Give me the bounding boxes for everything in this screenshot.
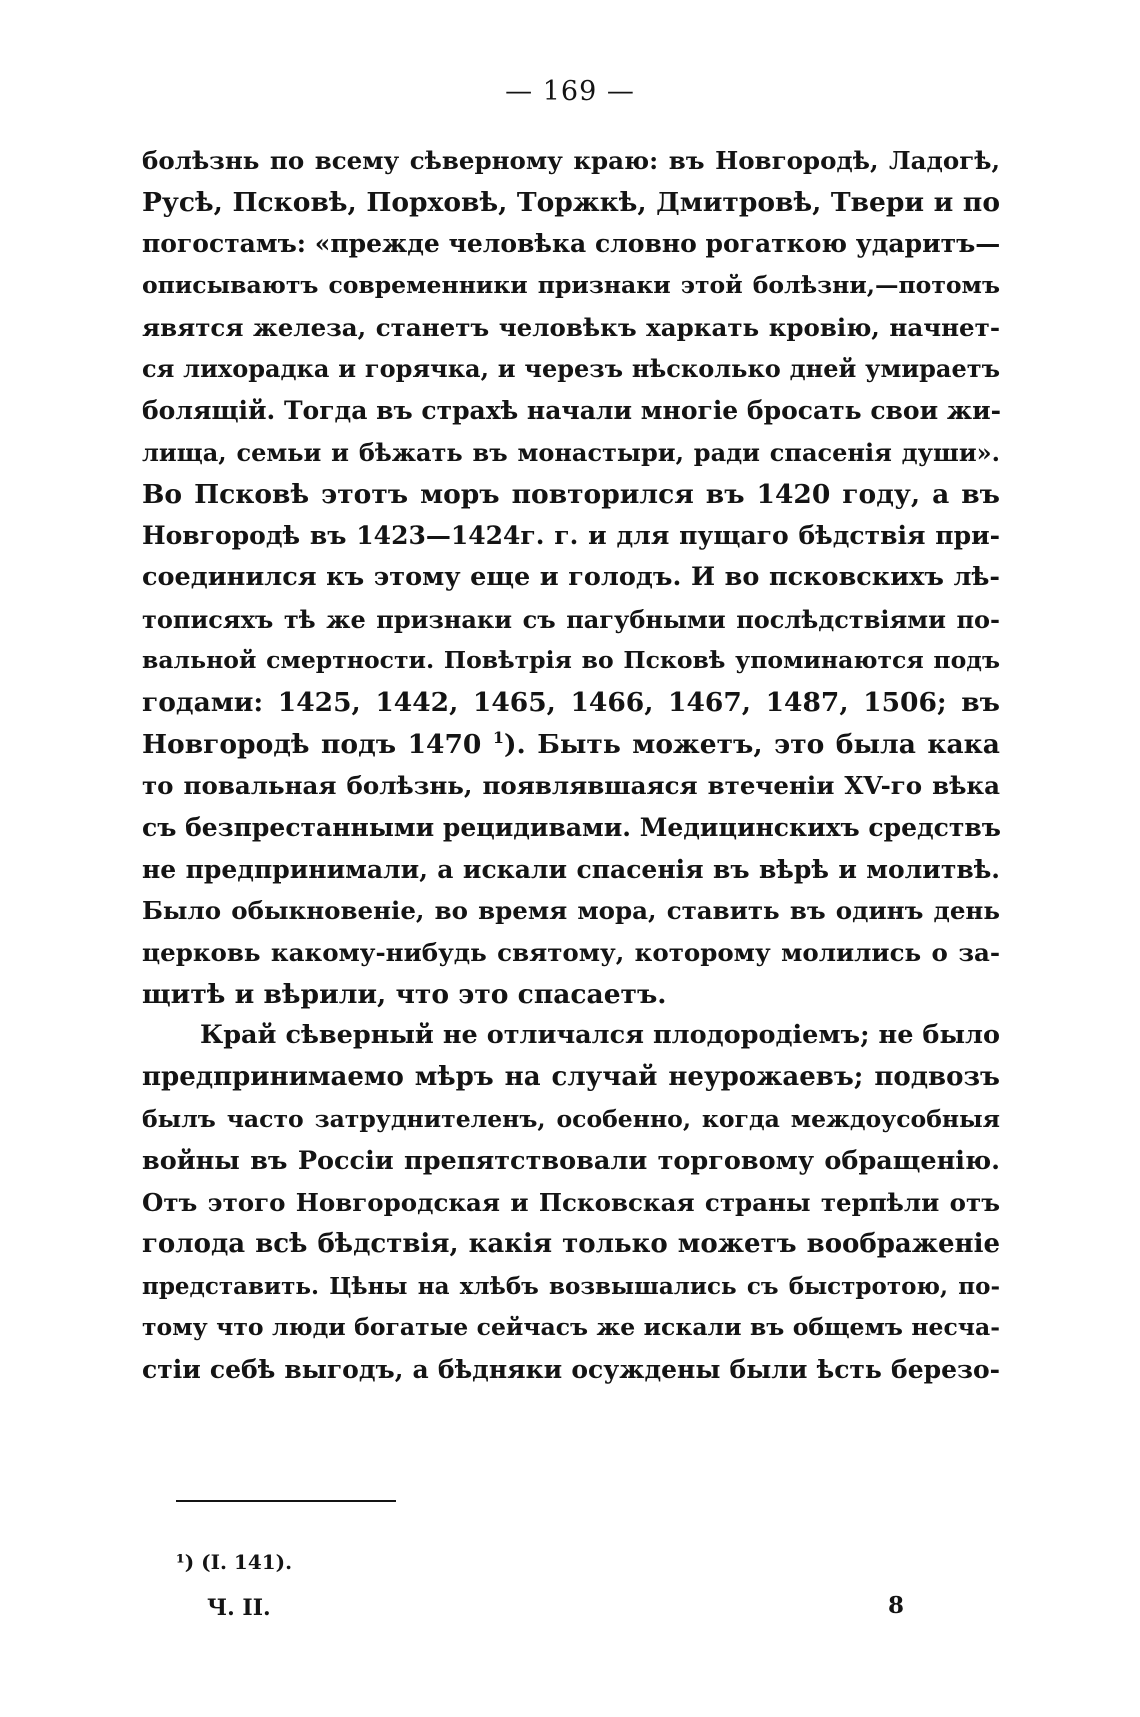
text-line: вальной смертности. Повѣтрія во Псковѣ упоминаются подъ bbox=[142, 646, 1000, 675]
body-text bbox=[142, 140, 1000, 1391]
text-line: голода всѣ бѣдствія, какія только можетъ воображеніе bbox=[142, 1228, 1000, 1259]
text-line: Было обыкновеніе, во время мора, ставить въ одинъ день bbox=[142, 896, 1000, 926]
text-line: Русѣ, Псковѣ, Порховѣ, Торжкѣ, Дмитровѣ, Твери и по bbox=[142, 186, 1000, 218]
text-line: Новгородѣ въ 1423—1424г. г. и для пущаго бѣдствія при- bbox=[142, 521, 1000, 551]
volume-signature: Ч. II. bbox=[207, 1595, 271, 1621]
text-line: церковь какому-нибудь святому, которому молились о за- bbox=[142, 938, 1000, 968]
text-line: болящій. Тогда въ страхѣ начали многіе бросать свои жи- bbox=[142, 396, 1002, 426]
text-line: стіи себѣ выгодъ, а бѣдняки осуждены были ѣсть березо- bbox=[142, 1354, 1000, 1384]
text-line: лища, семьи и бѣжать въ монастыри, ради спасенія души». bbox=[142, 437, 1000, 467]
footnote: ¹) (I. 141). bbox=[176, 1550, 293, 1574]
text-line: не предпринимали, а искали спасенія въ вѣрѣ и молитвѣ. bbox=[142, 854, 1000, 884]
footnote-divider bbox=[176, 1500, 396, 1502]
sheet-number: 8 bbox=[888, 1592, 905, 1619]
text-line: Во Псковѣ этотъ моръ повторился въ 1420 году, а въ bbox=[142, 478, 1000, 510]
text-line: былъ часто затруднителенъ, особенно, когда междоусобныя bbox=[142, 1104, 1000, 1133]
text-line: предпринимаемо мѣръ на случай неурожаевъ; подвозъ bbox=[142, 1062, 1000, 1093]
text-line: представить. Цѣны на хлѣбъ возвышались съ быстротою, по- bbox=[142, 1272, 1000, 1300]
ref-line-after: ). Быть можетъ, это была кака bbox=[503, 728, 1000, 760]
text-line: войны въ Россіи препятствовали торговому обращенію. bbox=[142, 1145, 1000, 1176]
text-line: явятся железа, станетъ человѣкъ харкать кровію, начнет- bbox=[142, 312, 1000, 342]
text-line: ся лихорадка и горячка, и черезъ нѣсколько дней умираетъ bbox=[142, 354, 1000, 384]
text-line: описываютъ современники признаки этой болѣзни,—потомъ bbox=[142, 271, 1000, 300]
text-line: годами: 1425, 1442, 1465, 1466, 1467, 1487, 1506; въ bbox=[142, 686, 1000, 718]
text-line: погостамъ: «прежде человѣка словно рогаткою ударитъ— bbox=[142, 229, 1001, 259]
page-number: — 169 — bbox=[505, 76, 635, 107]
text-line: тописяхъ тѣ же признаки съ пагубными послѣдствіями по- bbox=[142, 604, 1000, 634]
text-line: болѣзнь по всему сѣверному краю: въ Новгородѣ, Ладогѣ, bbox=[142, 146, 1000, 175]
text-line: соединился къ этому еще и голодъ. И во псковскихъ лѣ- bbox=[142, 561, 1000, 592]
text-line: съ безпрестанными рецидивами. Медицинскихъ средствъ bbox=[142, 813, 1001, 842]
text-line: Отъ этого Новгородская и Псковская страны терпѣли отъ bbox=[142, 1188, 1000, 1218]
footnote-marker: 1 bbox=[492, 727, 504, 747]
footnote-reference-line bbox=[142, 724, 1000, 766]
text-line: тому что люди богатые сейчасъ же искали въ общемъ несча- bbox=[142, 1313, 1000, 1342]
text-line-paragraph-start: Край сѣверный не отличался плодородіемъ; не было bbox=[200, 1020, 1000, 1051]
text-line-paragraph-end: щитѣ и вѣрили, что это спасаетъ. bbox=[142, 978, 667, 1010]
text-line: то повальная болѣзнь, появлявшаяся втеченіи XV-го вѣка bbox=[142, 771, 1000, 801]
ref-line-before: Новгородѣ подъ 1470 bbox=[142, 728, 493, 760]
